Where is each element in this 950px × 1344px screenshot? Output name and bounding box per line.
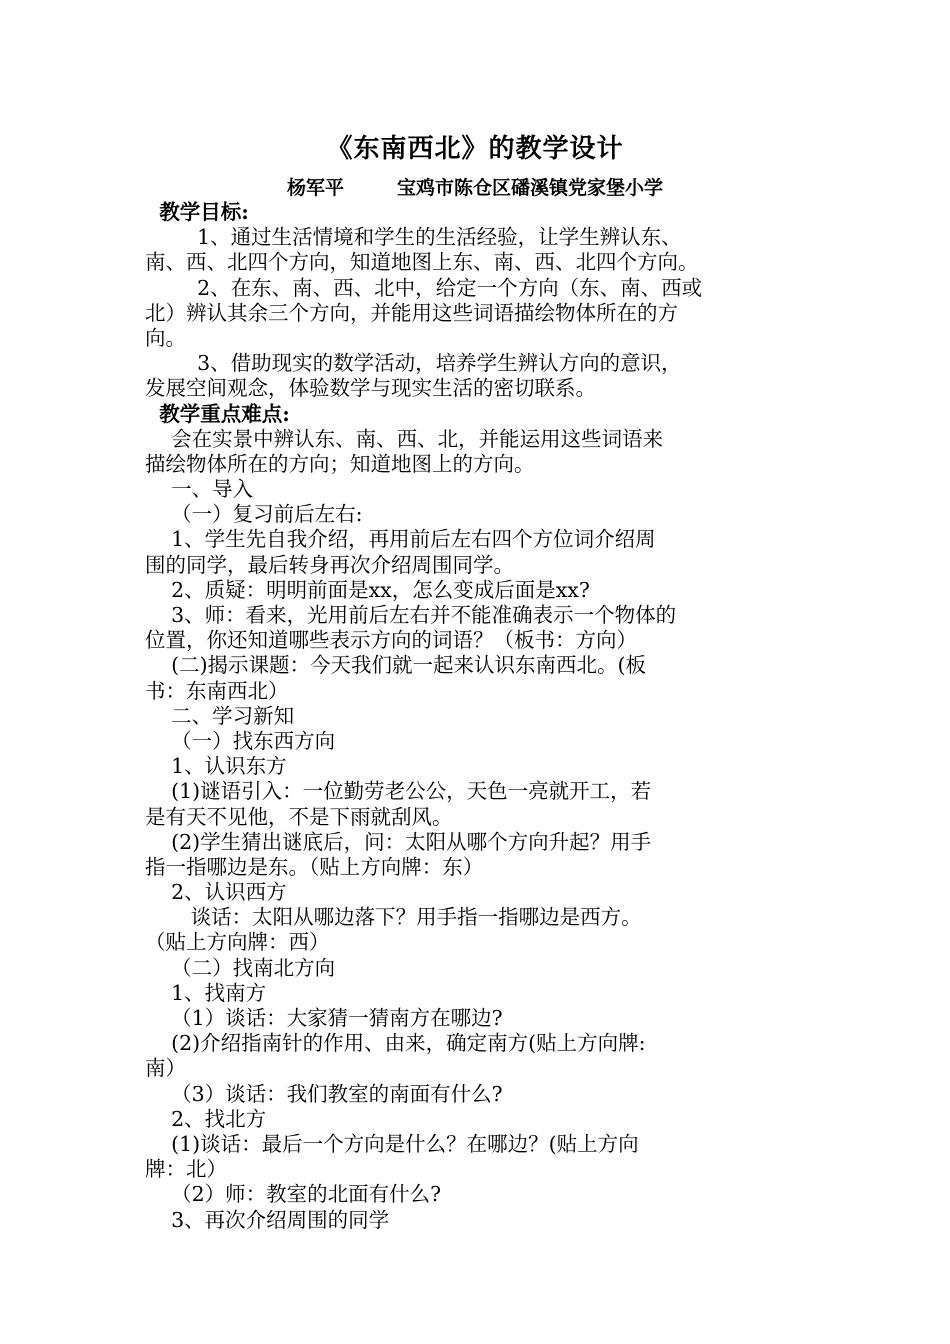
body-text-line: 书：东南西北） (145, 678, 289, 703)
body-text-line: （二）找南北方向 (145, 955, 336, 980)
body-text-line: 发展空间观念，体验数学与现实生活的密切联系。 (145, 376, 596, 401)
body-text-line: （1）谈话：大家猜一猜南方在哪边? (145, 1006, 503, 1030)
body-text-line: （贴上方向牌：西） (145, 930, 330, 955)
body-text-line: (1)谈话：最后一个方向是什么？在哪边？(贴上方向 (145, 1131, 639, 1156)
body-text-line: (1)谜语引入：一位勤劳老公公，天色一亮就开工，若 (145, 779, 652, 804)
body-text-line: （一）找东西方向 (145, 728, 336, 753)
body-text-line: 1、找南方 (145, 980, 267, 1005)
body-text-line: （3）谈话：我们教室的南面有什么? (145, 1081, 503, 1106)
body-text-line: 谈话：太阳从哪边落下？用手指一指哪边是西方。 (145, 905, 642, 930)
section-heading-line: 教学目标: (145, 200, 249, 224)
body-text-line: 指一指哪边是东。（贴上方向牌：东） (145, 854, 484, 879)
body-text-line: 1、认识东方 (145, 754, 287, 779)
body-text-line: 1、通过生活情境和学生的生活经验，让学生辨认东、 (145, 225, 682, 250)
body-text-line: 位置，你还知道哪些表示方向的词语？（板书：方向） (145, 628, 637, 653)
body-text-line: 会在实景中辨认东、南、西、北，并能运用这些词语来 (145, 426, 664, 451)
body-text-line: （一）复习前后左右: (145, 502, 363, 527)
body-text-line: 一、导入 (145, 477, 254, 502)
body-text-line: (2)学生猜出谜底后，问：太阳从哪个方向升起？用手 (145, 829, 652, 854)
body-text-line: 2、在东、南、西、北中，给定一个方向（东、南、西或 (145, 275, 703, 300)
section-heading-line: 教学重点难点: (145, 401, 290, 426)
body-text-line: 南） (145, 1056, 186, 1081)
body-text-line: 向。 (145, 325, 186, 350)
body-text-line: 3、再次介绍周围的同学 (145, 1207, 390, 1232)
document-title: 《东南西北》的教学设计 (326, 134, 624, 164)
body-text-line: 围的同学，最后转身再次介绍周围同学。 (145, 552, 514, 577)
body-text-line: 2、找北方 (145, 1106, 267, 1131)
body-text-line: 是有天不见他，不是下雨就刮风。 (145, 804, 453, 829)
document-body (145, 200, 753, 1233)
body-text-line: 二、学习新知 (145, 703, 295, 728)
author-line: 杨军平 宝鸡市陈仓区磻溪镇党家堡小学 (287, 177, 663, 199)
body-text-line: 描绘物体所在的方向；知道地图上的方向。 (145, 451, 535, 476)
body-text-line: 3、师：看来，光用前后左右并不能准确表示一个物体的 (145, 603, 677, 627)
body-text-line: 南、西、北四个方向，知道地图上东、南、西、北四个方向。 (145, 250, 699, 275)
body-text-line: (二)揭示课题：今天我们就一起来认识东南西北。(板 (145, 653, 647, 678)
body-text-line: 1、学生先自我介绍，再用前后左右四个方位词介绍周 (145, 527, 656, 552)
body-text-line: （2）师：教室的北面有什么? (145, 1182, 442, 1207)
body-text-line: 2、认识西方 (145, 880, 287, 905)
body-text-line: (2)介绍指南针的作用、由来，确定南方(贴上方向牌: (145, 1031, 646, 1056)
body-text-line: 北）辨认其余三个方向，并能用这些词语描绘物体所在的方 (145, 300, 678, 325)
body-text-line: 2、质疑：明明前面是xx，怎么变成后面是xx? (145, 577, 590, 602)
body-text-line: 3、借助现实的数学活动，培养学生辨认方向的意识， (145, 351, 682, 376)
body-text-line: 牌：北） (145, 1157, 227, 1182)
